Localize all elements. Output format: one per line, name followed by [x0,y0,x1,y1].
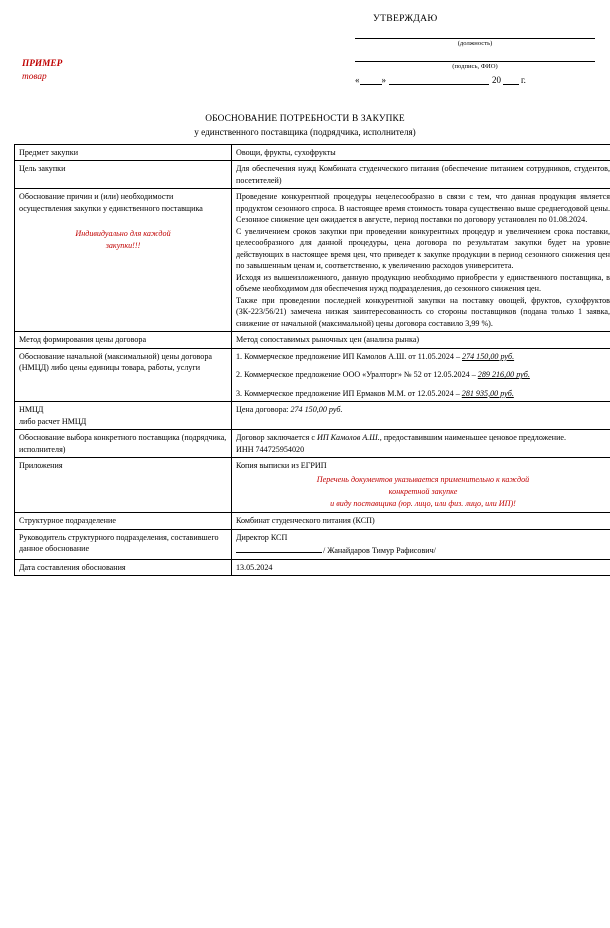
supplier-inn: ИНН 744725954020 [236,444,305,454]
value-attachments [232,458,610,513]
table-row-price-method [15,332,610,348]
signature-rule [355,61,595,62]
offer-3-amount: 281 935,00 руб. [461,388,514,398]
example-watermark [22,58,62,85]
nmcd-amount: 274 150,00 руб. [290,405,343,415]
commercial-offer-3 [236,388,610,399]
table-row-nmcd-justification [15,348,610,401]
table-row-supplier-choice [15,430,610,458]
nmcd-prefix: Цена договора: [236,405,291,415]
justification-red-note-line2: закупки!!! [105,241,141,251]
attachments-red-note-line3: и виду поставщика (юр. лицо, или физ. лицо, или ИП)! [330,498,516,508]
justification-red-note-line1: Индивидуально для каждой [75,229,171,239]
manager-position: Директор КСП [236,532,288,542]
example-label-tovar: товар [22,72,47,83]
attachments-red-note [236,474,610,510]
label-purpose: Цель закупки [15,161,232,189]
value-price-method: Метод сопоставимых рыночных цен (анализа рынка) [232,332,610,348]
table-row-nmcd [15,402,610,430]
value-manager [232,529,610,559]
value-date: 13.05.2024 [232,559,610,575]
offer-2-text: 2. Коммерческое предложение ООО «Уралторг» № 52 от 12.05.2024 – [236,370,478,380]
value-nmcd [232,402,610,430]
approval-block [355,13,595,85]
document-header [0,0,610,112]
label-supplier-choice: Обоснование выбора конкретного поставщика (подрядчика, исполнителя) [15,430,232,458]
table-row-purpose [15,161,610,189]
value-justification [232,189,610,332]
page-title: ОБОСНОВАНИЕ ПОТРЕБНОСТИ В ЗАКУПКЕ [205,114,405,124]
supplier-text-before: Договор заключается с [236,433,317,443]
date-year-prefix: 20 [492,75,501,85]
page-subtitle: у единственного поставщика (подрядчика, исполнителя) [194,127,416,137]
offer-1-amount: 274 150,00 руб. [462,351,515,361]
value-purpose: Для обеспечения нужд Комбината студенческого питания (обеспечение питанием сотрудников, студентов, посетителей) [232,161,610,189]
date-quote-close: » [381,75,386,85]
position-caption: (должность) [457,40,493,47]
justification-paragraph-2: С увеличением сроков закупки при проведении конкурентных процедур и увеличением срока поставки, целесообразного для данной процедуры, цена договора по результатам закупки будет на уровне действующих в настоящее время цен, что приведет к закупке продукции в период сезонного снижения цен по завышенным ценам и, соответственно, к увеличению расходов университета. [236,226,610,271]
justification-paragraph-3: Исходя из вышеизложенного, данную продукцию необходимо приобрести у единственного поставщика, в объеме необходимом для обеспечения нужд подразделения, до сезонного снижения цен. [236,272,610,294]
table-row-manager [15,529,610,559]
offer-2-amount: 289 216,00 руб. [477,370,530,380]
manager-name: / Жанайдаров Тимур Рафисович/ [323,546,436,556]
label-nmcd-line2: либо расчет НМЦД [19,416,87,426]
justification-table [14,144,610,576]
label-attachments: Приложения [15,458,232,513]
table-row-justification [15,189,610,332]
label-justification [15,189,232,332]
value-nmcd-justification [232,348,610,401]
justification-red-note [19,228,227,251]
date-day-blank [360,75,382,85]
manager-signature-blank [236,543,322,553]
label-manager: Руководитель структурного подразделения, составившего данное обоснование [15,529,232,559]
offer-3-text: 3. Коммерческое предложение ИП Ермаков М.М. от 12.05.2024 – [236,388,462,398]
label-date: Дата составления обоснования [15,559,232,575]
value-subject: Овощи, фрукты, сухофрукты [232,145,610,161]
label-subject: Предмет закупки [15,145,232,161]
supplier-name: ИП Камолов А.Ш. [316,433,380,443]
position-signature-rule [355,38,595,39]
attachments-text: Копия выписки из ЕГРИП [236,461,327,471]
supplier-text-after: , предоставившим наименьшее ценовое предложение. [379,433,567,443]
signature-caption: (подпись, ФИО) [452,63,498,70]
label-nmcd-justification: Обоснование начальной (максимальной) цены договора (НМЦД) либо цены единицы товара, работы, услуги [15,348,232,401]
example-label-primer: ПРИМЕР [22,59,63,69]
date-year-blank [503,75,519,85]
commercial-offer-1 [236,351,610,362]
label-price-method: Метод формирования цены договора [15,332,232,348]
manager-signature-row [236,543,610,556]
supplier-choice-text [236,432,610,443]
table-row-subject [15,145,610,161]
attachments-red-note-line2: конкретной закупке [388,486,458,496]
date-year-suffix: г. [521,75,526,85]
justification-paragraph-4: Также при проведении последней конкурентной закупки на поставку овощей, фруктов, сухофруктов (ЗК-223/56/21) замечена низкая заинтересованность со стороны поставщиков (подана только 1 заявка, снижение от начальной (максимальной) цены договора составило 3,99 %). [236,295,610,328]
commercial-offer-2 [236,369,610,380]
approval-date-line [355,75,595,85]
offer-1-text: 1. Коммерческое предложение ИП Камолов А.Ш. от 11.05.2024 – [236,351,463,361]
label-nmcd [15,402,232,430]
table-row-attachments [15,458,610,513]
label-department: Структурное подразделение [15,513,232,529]
table-row-department [15,513,610,529]
date-month-blank [389,75,489,85]
table-row-date [15,559,610,575]
value-supplier-choice [232,430,610,458]
value-department: Комбинат студенческого питания (КСП) [232,513,610,529]
date-quote-open: « [355,75,360,85]
label-justification-text: Обоснование причин и (или) необходимости осуществления закупки у единственного поставщика [19,192,203,213]
approval-title: УТВЕРЖДАЮ [373,13,438,24]
attachments-red-note-line1: Перечень документов указывается применительно к каждой [316,474,530,484]
justification-paragraph-1: Проведение конкурентной процедуры нецелесообразно в связи с тем, что данная продукция является продуктом сезонного спроса. В настоящее время стоимость товара существенно выше среднегодовой цены. Сезонное снижение цен ожидается в августе, период поставки по договору установлен по 01.08.2024. [236,192,610,225]
label-nmcd-line1: НМЦД [19,405,44,415]
